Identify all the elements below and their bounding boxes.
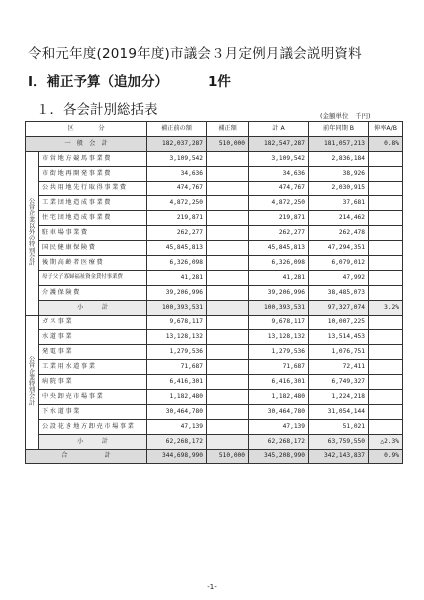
- section-label: Ⅰ．補正予算（追加分）: [28, 74, 169, 90]
- row-rate: [369, 241, 403, 256]
- subtotal-before: 100,393,531: [147, 300, 207, 315]
- subtotal-amount: [207, 434, 249, 449]
- row-amount: [207, 330, 249, 345]
- row-total: 6,326,098: [249, 256, 309, 271]
- row-amount: [207, 151, 249, 166]
- group2-subtotal-row: [26, 434, 403, 449]
- row-amount: [207, 270, 249, 285]
- row-before: 13,128,132: [147, 330, 207, 345]
- row-total: 4,872,250: [249, 196, 309, 211]
- row-before: 30,464,780: [147, 404, 207, 419]
- row-before: 262,277: [147, 226, 207, 241]
- general-before: 182,037,287: [147, 136, 207, 151]
- header-amount: 補正額: [207, 122, 249, 137]
- row-name: 工業団地造成事業費: [39, 196, 147, 211]
- table-row: [26, 375, 403, 390]
- row-prev: 2,836,184: [309, 151, 369, 166]
- row-name: 公共用地先行取得事業費: [39, 181, 147, 196]
- row-total: 41,281: [249, 270, 309, 285]
- row-prev: 2,030,915: [309, 181, 369, 196]
- subtotal-label: 小 計: [39, 300, 147, 315]
- row-before: 47,139: [147, 419, 207, 434]
- row-amount: [207, 345, 249, 360]
- subtotal-before: 62,268,172: [147, 434, 207, 449]
- row-amount: [207, 226, 249, 241]
- row-name: 工業用水道事業: [39, 360, 147, 375]
- row-name: ガス事業: [39, 315, 147, 330]
- row-before: 41,281: [147, 270, 207, 285]
- table-row: [26, 241, 403, 256]
- general-label: 一 般 会 計: [26, 136, 147, 151]
- subtotal-prev: 63,759,550: [309, 434, 369, 449]
- row-total: 71,687: [249, 360, 309, 375]
- table-row: [26, 196, 403, 211]
- row-before: 6,416,301: [147, 375, 207, 390]
- row-total: 474,767: [249, 181, 309, 196]
- row-name: 市営地方競馬事業費: [39, 151, 147, 166]
- table-header-row: [26, 122, 403, 137]
- row-prev: 38,926: [309, 166, 369, 181]
- row-rate: [369, 270, 403, 285]
- row-before: 39,206,996: [147, 285, 207, 300]
- grand-total-rate: 0.9%: [369, 449, 403, 464]
- row-amount: [207, 360, 249, 375]
- row-prev: 262,478: [309, 226, 369, 241]
- subtotal-total: 100,393,531: [249, 300, 309, 315]
- row-amount: [207, 315, 249, 330]
- group1-subtotal-row: [26, 300, 403, 315]
- row-rate: [369, 211, 403, 226]
- row-total: 262,277: [249, 226, 309, 241]
- row-prev: 1,076,751: [309, 345, 369, 360]
- row-rate: [369, 151, 403, 166]
- row-rate: [369, 330, 403, 345]
- row-amount: [207, 181, 249, 196]
- table-row: [26, 151, 403, 166]
- row-name: 水道事業: [39, 330, 147, 345]
- row-rate: [369, 196, 403, 211]
- row-prev: 31,054,144: [309, 404, 369, 419]
- row-rate: [369, 360, 403, 375]
- row-before: 45,845,813: [147, 241, 207, 256]
- row-prev: 51,021: [309, 419, 369, 434]
- row-amount: [207, 285, 249, 300]
- row-total: 1,279,536: [249, 345, 309, 360]
- row-prev: 37,681: [309, 196, 369, 211]
- general-account-row: [26, 136, 403, 151]
- row-prev: 47,992: [309, 270, 369, 285]
- header-before: 補正前の額: [147, 122, 207, 137]
- row-name: 中央卸売市場事業: [39, 390, 147, 405]
- row-prev: 47,294,351: [309, 241, 369, 256]
- unit-note: (金額単位 千円): [320, 112, 371, 120]
- subtotal-amount: [207, 300, 249, 315]
- row-name: 市街地再開発事業費: [39, 166, 147, 181]
- table-row: [26, 315, 403, 330]
- row-amount: [207, 166, 249, 181]
- row-rate: [369, 315, 403, 330]
- row-name: 下水道事業: [39, 404, 147, 419]
- row-before: 1,279,536: [147, 345, 207, 360]
- subtotal-total: 62,268,172: [249, 434, 309, 449]
- row-total: 219,871: [249, 211, 309, 226]
- row-before: 34,636: [147, 166, 207, 181]
- section-heading: [28, 70, 231, 90]
- row-name: 母子父子寡婦福祉資金貸付事業費: [39, 270, 147, 285]
- row-rate: [369, 181, 403, 196]
- general-prev: 181,057,213: [309, 136, 369, 151]
- row-total: 6,416,301: [249, 375, 309, 390]
- subtotal-rate: △2.3%: [369, 434, 403, 449]
- row-name: 病院事業: [39, 375, 147, 390]
- table-row: [26, 256, 403, 271]
- row-total: 45,845,813: [249, 241, 309, 256]
- row-amount: [207, 375, 249, 390]
- table-row: [26, 390, 403, 405]
- row-total: 30,464,780: [249, 404, 309, 419]
- row-prev: 6,079,012: [309, 256, 369, 271]
- row-name: 国民健康保険費: [39, 241, 147, 256]
- row-total: 34,636: [249, 166, 309, 181]
- row-rate: [369, 166, 403, 181]
- table-row: [26, 226, 403, 241]
- row-amount: [207, 256, 249, 271]
- group1-label: 公 営 企 業 以 外 の 特 別 会 計: [26, 151, 39, 315]
- row-rate: [369, 345, 403, 360]
- row-amount: [207, 390, 249, 405]
- row-prev: 214,462: [309, 211, 369, 226]
- document-title: 令和元年度(2019年度)市議会３月定例月議会説明資料: [28, 46, 362, 62]
- header-category: 区 分: [26, 122, 147, 137]
- row-amount: [207, 196, 249, 211]
- subtotal-rate: 3.2%: [369, 300, 403, 315]
- table-row: [26, 166, 403, 181]
- row-total: 39,206,996: [249, 285, 309, 300]
- header-prev: 前年同期 B: [309, 122, 369, 137]
- subsection-heading: １．各会計別総括表: [36, 102, 158, 118]
- subtotal-prev: 97,327,074: [309, 300, 369, 315]
- table-body: [26, 122, 403, 464]
- grand-total-amount: 510,000: [207, 449, 249, 464]
- row-prev: 1,224,218: [309, 390, 369, 405]
- row-total: 3,109,542: [249, 151, 309, 166]
- general-amount: 510,000: [207, 136, 249, 151]
- row-prev: 13,514,453: [309, 330, 369, 345]
- row-name: 住宅団地造成事業費: [39, 211, 147, 226]
- row-name: 駐車場事業費: [39, 226, 147, 241]
- section-count: 1件: [208, 74, 231, 90]
- table-row: [26, 360, 403, 375]
- row-prev: 6,749,327: [309, 375, 369, 390]
- row-before: 9,678,117: [147, 315, 207, 330]
- table-row: [26, 211, 403, 226]
- row-before: 6,326,098: [147, 256, 207, 271]
- grand-total-prev: 342,143,837: [309, 449, 369, 464]
- table-row: [26, 345, 403, 360]
- row-before: 1,182,480: [147, 390, 207, 405]
- header-rate: 伸率A/B: [369, 122, 403, 137]
- row-rate: [369, 226, 403, 241]
- general-total: 182,547,287: [249, 136, 309, 151]
- row-total: 13,128,132: [249, 330, 309, 345]
- table-row: [26, 330, 403, 345]
- row-amount: [207, 241, 249, 256]
- grand-total-total: 345,208,990: [249, 449, 309, 464]
- row-total: 1,182,480: [249, 390, 309, 405]
- row-prev: 38,485,073: [309, 285, 369, 300]
- subtotal-label: 小 計: [39, 434, 147, 449]
- row-name: 公設花き地方卸売市場事業: [39, 419, 147, 434]
- group2-label: 公 営 企 業 特 別 会 計: [26, 315, 39, 449]
- table-row: [26, 419, 403, 434]
- row-name: 発電事業: [39, 345, 147, 360]
- row-before: 474,767: [147, 181, 207, 196]
- row-rate: [369, 256, 403, 271]
- row-rate: [369, 285, 403, 300]
- table-row: [26, 181, 403, 196]
- row-amount: [207, 419, 249, 434]
- grand-total-label: 合 計: [26, 449, 147, 464]
- row-total: 9,678,117: [249, 315, 309, 330]
- row-rate: [369, 390, 403, 405]
- general-rate: 0.8%: [369, 136, 403, 151]
- row-before: 4,872,250: [147, 196, 207, 211]
- header-total: 計 A: [249, 122, 309, 137]
- row-before: 3,109,542: [147, 151, 207, 166]
- row-amount: [207, 404, 249, 419]
- row-prev: 10,007,225: [309, 315, 369, 330]
- row-total: 47,139: [249, 419, 309, 434]
- row-rate: [369, 404, 403, 419]
- table-row: [26, 404, 403, 419]
- row-before: 71,687: [147, 360, 207, 375]
- table-row: [26, 270, 403, 285]
- row-rate: [369, 419, 403, 434]
- budget-summary-table: [25, 121, 403, 464]
- row-name: 介護保険費: [39, 285, 147, 300]
- page-number: -1-: [207, 583, 217, 591]
- table-row: [26, 285, 403, 300]
- grand-total-row: [26, 449, 403, 464]
- row-name: 後期高齢者医療費: [39, 256, 147, 271]
- row-amount: [207, 211, 249, 226]
- row-prev: 72,411: [309, 360, 369, 375]
- grand-total-before: 344,698,990: [147, 449, 207, 464]
- row-rate: [369, 375, 403, 390]
- row-before: 219,871: [147, 211, 207, 226]
